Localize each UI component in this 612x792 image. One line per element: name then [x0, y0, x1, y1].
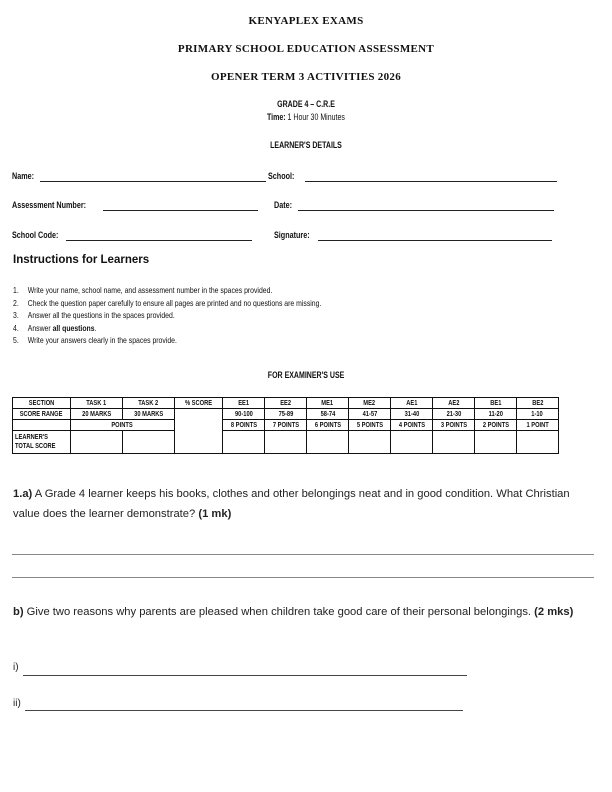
signature-label: Signature: — [274, 230, 310, 240]
school-field-label: School: — [268, 171, 295, 181]
table-row: SCORE RANGE 20 MARKS 30 MARKS 90-100 75-89 58-74 41-57 31-40 21-30 11-20 1-10 — [13, 409, 559, 420]
instruction-item: 5. Write your answers clearly in the spaces provide. — [13, 335, 177, 345]
instructions-title: Instructions for Learners — [13, 254, 150, 266]
examiner-score-table — [12, 397, 559, 454]
examiner-use-title: FOR EXAMINER'S USE — [267, 370, 345, 380]
answer-i-line[interactable] — [23, 675, 467, 676]
org-title: KENYAPLEX EXAMS — [248, 15, 364, 27]
instruction-item: 2. Check the question paper carefully to ensure all pages are printed and no questions are missing. — [13, 297, 322, 308]
instruction-item: 1. Write your name, school name, and assessment number in the spaces provided. — [13, 285, 273, 295]
school-code-label: School Code: — [12, 230, 59, 240]
question-1b: b) Give two reasons why parents are pleased when children take good care of their personal belongings. (2 mks) — [13, 606, 574, 618]
answer-ii-line[interactable] — [25, 710, 463, 711]
signature-line[interactable] — [318, 240, 552, 241]
instructions-list — [13, 284, 389, 347]
instruction-item: 4. Answer all questions. — [13, 322, 97, 333]
grade-line: GRADE 4 – C.R.E — [277, 99, 335, 109]
name-field-line[interactable] — [40, 181, 266, 182]
table-row: POINTS 8 POINTS 7 POINTS 6 POINTS 5 POINTS 4 POINTS 3 POINTS 2 POINTS 1 POINT — [13, 420, 559, 431]
answer-ii-label: ii) — [13, 698, 21, 709]
time-label: Time: — [267, 112, 286, 122]
table-row: SECTION TASK 1 TASK 2 % SCORE EE1 EE2 ME1 ME2 AE1 AE2 BE1 BE2 — [13, 398, 559, 409]
answer-i-label: i) — [13, 662, 19, 673]
answer-line[interactable] — [12, 554, 594, 555]
assessment-number-label: Assessment Number: — [12, 200, 87, 210]
answer-line[interactable] — [12, 577, 594, 578]
learner-details-heading: LEARNER'S DETAILS — [270, 140, 342, 150]
name-field-label: Name: — [12, 171, 35, 181]
time-line — [0, 112, 612, 122]
assessment-title: PRIMARY SCHOOL EDUCATION ASSESSMENT — [177, 43, 435, 55]
assessment-number-line[interactable] — [103, 210, 258, 211]
instruction-item: 3. Answer all the questions in the spaces provided. — [13, 310, 175, 320]
date-field-line[interactable] — [298, 210, 554, 211]
table-row: LEARNER'S TOTAL SCORE — [13, 431, 559, 454]
question-1a: 1.a) A Grade 4 learner keeps his books, clothes and other belongings neat and in good condition. What Christian value does the learner demonstrate? (1 mk) — [13, 488, 570, 520]
school-field-line[interactable] — [305, 181, 557, 182]
school-code-line[interactable] — [66, 240, 252, 241]
date-field-label: Date: — [274, 200, 293, 210]
time-value: 1 Hour 30 Minutes — [285, 112, 345, 122]
term-title: OPENER TERM 3 ACTIVITIES 2026 — [210, 71, 402, 83]
